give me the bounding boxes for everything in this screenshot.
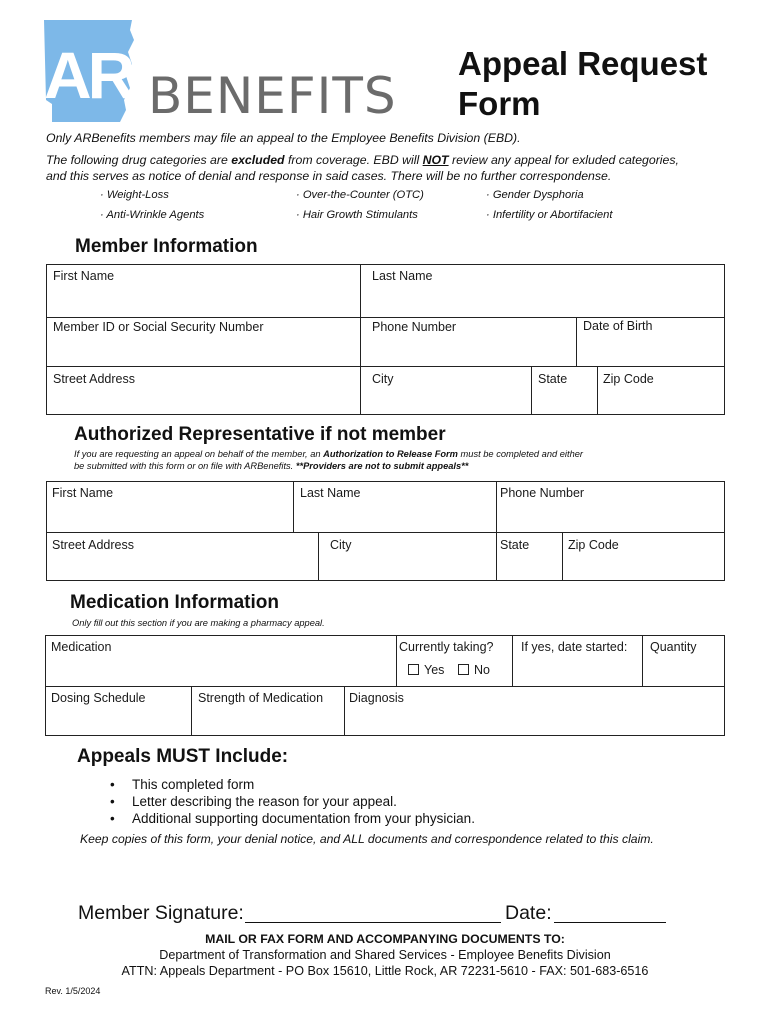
intro-denial-notice: and this serves as notice of denial and response in said cases. There will be no further correspondense. xyxy=(46,169,612,183)
date-line[interactable] xyxy=(554,922,666,923)
rep-info-table xyxy=(46,481,725,581)
member-section-heading: Member Information xyxy=(75,236,258,257)
rep-phone-field[interactable]: Phone Number xyxy=(500,486,585,500)
member-dob-field[interactable]: Date of Birth xyxy=(583,319,653,333)
list-item: • This completed form xyxy=(110,776,475,793)
member-city-field[interactable]: City xyxy=(372,372,394,386)
member-phone-field[interactable]: Phone Number xyxy=(372,320,457,334)
keep-copies-note: Keep copies of this form, your denial notice, and ALL documents and correspondence related to this claim. xyxy=(80,832,654,846)
member-state-field[interactable]: State xyxy=(538,372,568,386)
member-street-field[interactable]: Street Address xyxy=(53,372,135,386)
list-item: • Additional supporting documentation from your physician. xyxy=(110,810,475,827)
rep-last-name-field[interactable]: Last Name xyxy=(300,486,361,500)
member-id-field[interactable]: Member ID or Social Security Number xyxy=(53,320,264,334)
logo-benefits-text: BENEFITS xyxy=(148,67,397,125)
medication-info-table xyxy=(45,635,725,736)
medication-section-heading: Medication Information xyxy=(70,592,279,613)
member-last-name-field[interactable]: Last Name xyxy=(372,269,433,283)
strength-field[interactable]: Strength of Medication xyxy=(198,691,324,705)
category-item: · Gender Dysphoria xyxy=(486,189,584,201)
category-item: · Hair Growth Stimulants xyxy=(296,209,418,221)
category-item: · Weight-Loss xyxy=(100,189,169,201)
diagnosis-field[interactable]: Diagnosis xyxy=(349,691,404,705)
rep-street-field[interactable]: Street Address xyxy=(52,538,134,552)
member-info-table xyxy=(46,264,725,415)
rep-zip-field[interactable]: Zip Code xyxy=(568,538,619,552)
date-label: Date: xyxy=(505,902,552,924)
category-item: · Anti-Wrinkle Agents xyxy=(100,209,205,221)
medication-field[interactable]: Medication xyxy=(51,640,112,654)
signature-label: Member Signature: xyxy=(78,902,244,924)
medication-note: Only fill out this section if you are making a pharmacy appeal. xyxy=(72,618,325,628)
arkansas-state-icon xyxy=(40,18,425,126)
revision-date: Rev. 1/5/2024 xyxy=(45,986,101,996)
arbenefits-logo xyxy=(40,18,425,126)
no-checkbox[interactable]: No xyxy=(458,663,490,677)
currently-taking-label: Currently taking? xyxy=(399,640,494,654)
yes-checkbox[interactable]: Yes xyxy=(408,663,444,677)
rep-first-name-field[interactable]: First Name xyxy=(52,486,114,500)
intro-eligibility: Only ARBenefits members may file an appeal to the Employee Benefits Division (EBD). xyxy=(46,131,521,145)
rep-section-heading: Authorized Representative if not member xyxy=(74,424,446,445)
rep-note: If you are requesting an appeal on behalf of the member, an Authorization to Release Form must be completed and either be submitted with this form or on file with ARBenefits. **Providers are not to submit appeals** xyxy=(74,449,584,471)
category-item: · Infertility or Abortifacient xyxy=(486,209,613,221)
member-zip-field[interactable]: Zip Code xyxy=(603,372,654,386)
signature-line[interactable] xyxy=(245,922,501,923)
member-first-name-field[interactable]: First Name xyxy=(53,269,115,283)
mail-department: Department of Transformation and Shared Services - Employee Benefits Division xyxy=(159,948,611,962)
date-started-field[interactable]: If yes, date started: xyxy=(521,640,628,654)
dosing-schedule-field[interactable]: Dosing Schedule xyxy=(51,691,146,705)
quantity-field[interactable]: Quantity xyxy=(650,640,697,654)
form-title: Appeal Request Form xyxy=(458,45,708,122)
rep-city-field[interactable]: City xyxy=(330,538,352,552)
appeals-requirements-list xyxy=(110,776,475,827)
no-checkbox-box[interactable] xyxy=(458,664,469,675)
category-item: · Over-the-Counter (OTC) xyxy=(296,189,424,201)
intro-exclusions: The following drug categories are excluded from coverage. EBD will NOT review any appeal for exluded categories, xyxy=(46,153,679,167)
mail-heading: MAIL OR FAX FORM AND ACCOMPANYING DOCUMENTS TO: xyxy=(205,932,565,946)
list-item: • Letter describing the reason for your appeal. xyxy=(110,793,475,810)
yes-checkbox-box[interactable] xyxy=(408,664,419,675)
logo-ar-text: AR xyxy=(44,38,132,112)
rep-state-field[interactable]: State xyxy=(500,538,530,552)
mail-address: ATTN: Appeals Department - PO Box 15610, Little Rock, AR 72231-5610 - FAX: 501-683-6516 xyxy=(121,964,649,978)
appeals-heading: Appeals MUST Include: xyxy=(77,746,289,767)
